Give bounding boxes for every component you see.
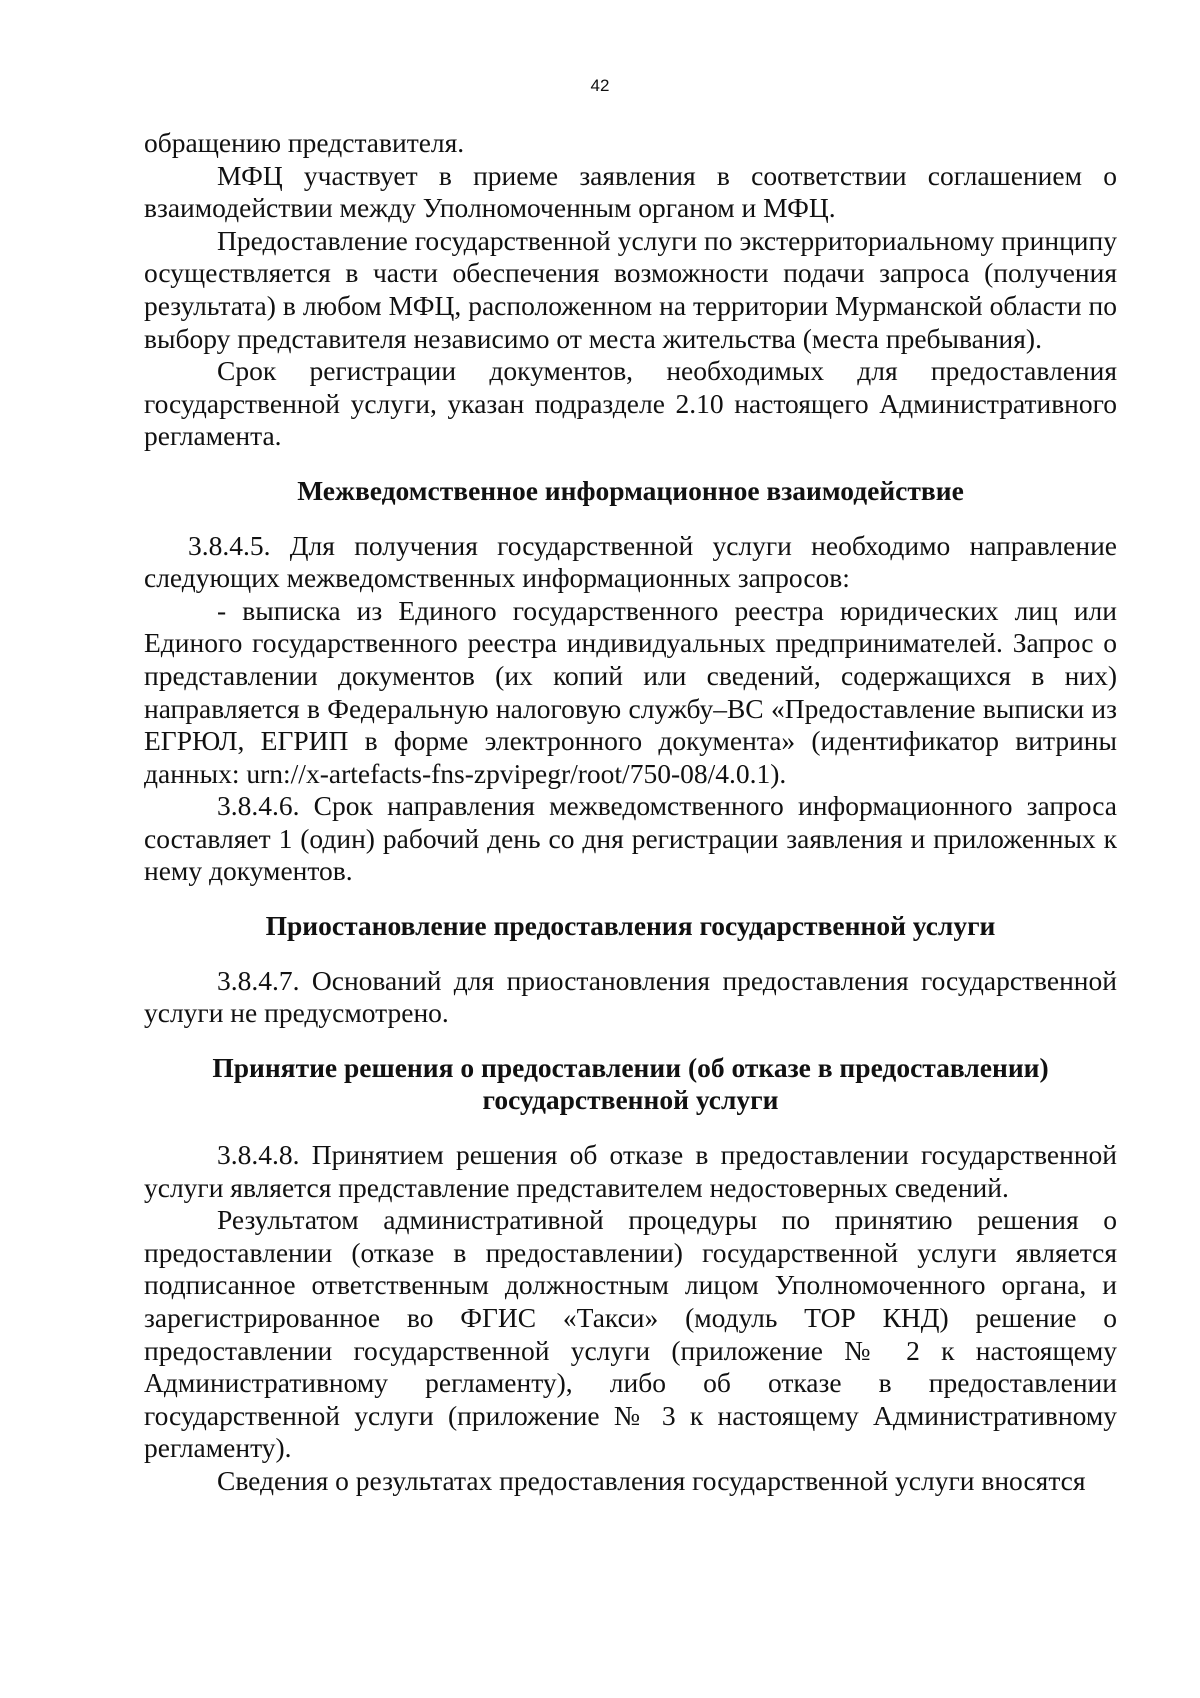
section-heading-line: Принятие решения о предоставлении (об отказе в предоставлении) [212,1051,1049,1083]
paragraph: МФЦ участвует в приеме заявления в соответствии соглашением о взаимодействии между Уполномоченным органом и МФЦ. [144,159,1117,224]
section-heading-line: государственной услуги [482,1084,779,1116]
list-item: - выписка из Единого государственного реестра юридических лиц или Единого государственного реестра индивидуальных предпринимателей. Запрос о представлении документов (их копий или сведений, содержащихся в них) направляется в Федеральную налоговую службу–ВС «Предоставление выписки из ЕГРЮЛ, ЕГРИП в форме электронного документа» (идентификатор витрины данных: urn://x-artefacts-fns-zpvipegr/root/750-08/4.0.1). [144,594,1117,789]
paragraph: обращению представителя. [144,127,465,158]
paragraph: 3.8.4.6. Срок направления межведомственного информационного запроса составляет 1 (один) рабочий день со дня регистрации заявления и приложенных к нему документов. [144,790,1117,887]
paragraph: Срок регистрации документов, необходимых для предоставления государственной услуги, указан подразделе 2.10 настоящего Административного регламента. [144,355,1117,452]
section-heading: Приостановление предоставления государственной услуги [265,910,996,942]
document-body [144,127,1117,1498]
paragraph: Результатом административной процедуры по принятию решения о предоставлении (отказе в предоставлении) государственной услуги является подписанное ответственным должностным лицом Уполномоченного органа, и зарегистрированное во ФГИС «Такси» (модуль ТОР КНД) решение о предоставлении государственной услуги (приложение № 2 к настоящему Административному регламенту), либо об отказе в предоставлении государственной услуги (приложение № 3 к настоящему Административному регламенту). [144,1204,1117,1464]
paragraph: 3.8.4.5. Для получения государственной услуги необходимо направление следующих межведомственных информационных запросов: [144,529,1117,594]
page-number: 42 [590,76,610,95]
section-heading [144,1052,1117,1117]
section-heading: Межведомственное информационное взаимодействие [297,474,964,506]
paragraph: Предоставление государственной услуги по экстерриториальному принципу осуществляется в части обеспечения возможности подачи запроса (получения результата) в любом МФЦ, расположенном на территории Мурманской области по выбору представителя независимо от места жительства (места пребывания). [144,224,1117,354]
paragraph: 3.8.4.8. Принятием решения об отказе в предоставлении государственной услуги является представление представителем недостоверных сведений. [144,1139,1117,1203]
paragraph: 3.8.4.7. Оснований для приостановления предоставления государственной услуги не предусмотрено. [144,964,1117,1029]
paragraph: Сведения о результатах предоставления государственной услуги вносятся [217,1464,1086,1496]
